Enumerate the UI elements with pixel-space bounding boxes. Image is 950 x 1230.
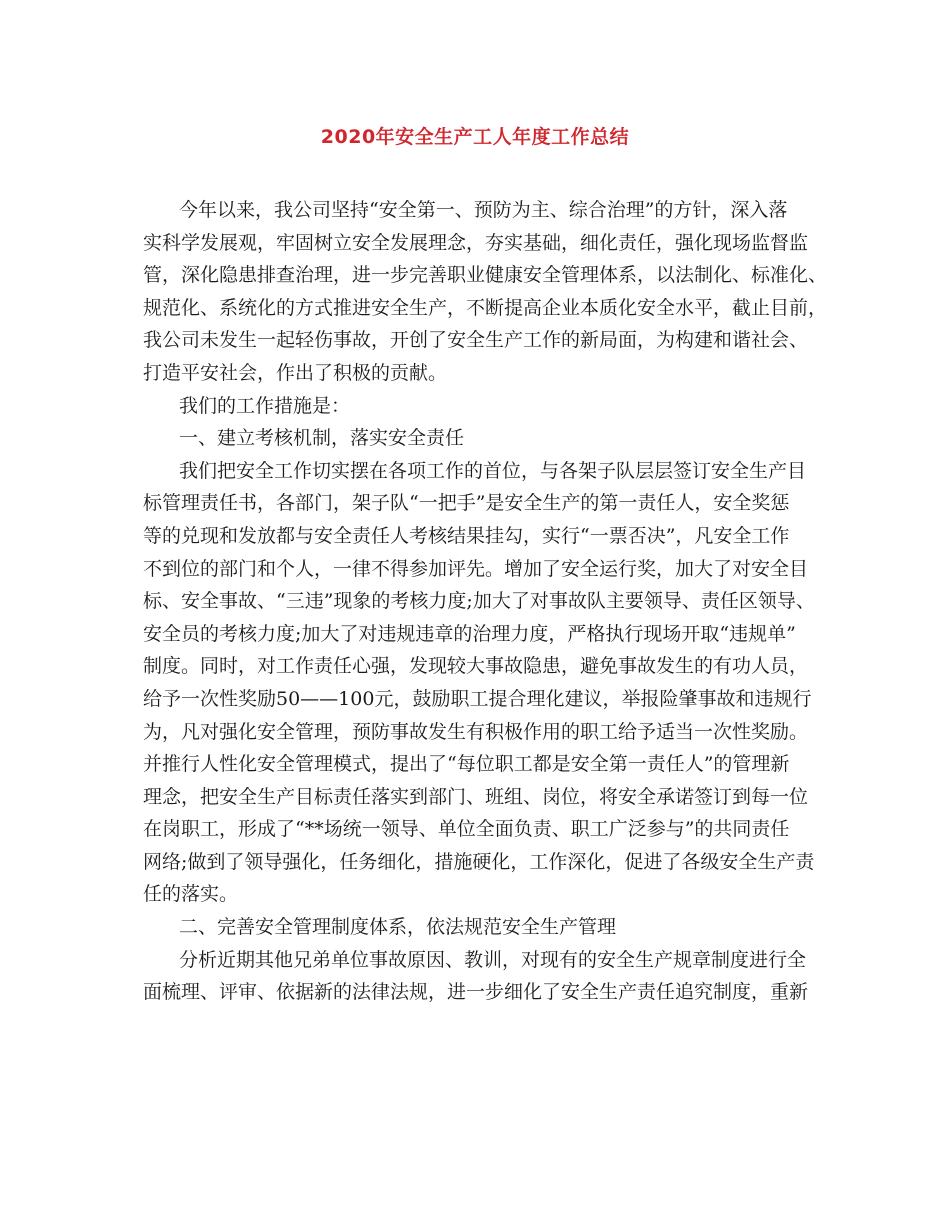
text-line: 制度。同时，对工作责任心强，发现较大事故隐患，避免事故发生的有功人员， [143,655,809,678]
text-line: 实科学发展观，牢固树立安全发展理念，夯实基础，细化责任，强化现场监督监 [143,231,809,254]
text-line: 规范化、系统化的方式推进安全生产，不断提高企业本质化安全水平，截止目前， [143,296,828,319]
text-line: 任的落实。 [143,883,239,906]
text-line: 不到位的部门和个人，一律不得参加评先。增加了安全运行奖，加大了对安全目 [143,557,809,580]
text-line: 为，凡对强化安全管理，预防事故发生有积极作用的职工给予适当一次性奖励。 [143,720,809,743]
text-line: 并推行人性化安全管理模式，提出了“每位职工都是安全第一责任人”的管理新 [143,753,790,776]
text-line: 分析近期其他兄弟单位事故原因、教训，对现有的安全生产规章制度进行全 [179,948,807,971]
text-line: 面梳理、评审、依据新的法律法规，进一步细化了安全生产责任追究制度，重新 [143,981,809,1004]
text-line: 我们把安全工作切实摆在各项工作的首位，与各架子队层层签订安全生产目 [179,459,807,482]
text-line: 等的兑现和发放都与安全责任人考核结果挂勾，实行“一票否决”，凡安全工作 [143,524,790,547]
text-line: 我们的工作措施是： [179,394,351,417]
text-line: 二、完善安全管理制度体系，依法规范安全生产管理 [179,916,617,939]
text-line: 今年以来，我公司坚持“安全第一、预防为主、综合治理”的方针，深入落 [179,199,788,221]
text-line: 标管理责任书，各部门，架子队“一把手”是安全生产的第一责任人，安全奖惩 [143,492,790,515]
text-line: 在岗职工，形成了“**场统一领导、单位全面负责、职工广泛参与”的共同责任 [143,818,790,841]
text-line: 给予一次性奖励50——100元，鼓励职工提合理化建议，举报险肇事故和违规行 [143,687,812,710]
text-line: 一、建立考核机制，落实安全责任 [179,427,465,450]
text-line: 打造平安社会，作出了积极的贡献。 [143,361,448,384]
text-line: 管，深化隐患排查治理，进一步完善职业健康安全管理体系，以法制化、标准化、 [143,264,828,287]
text-line: 我公司未发生一起轻伤事故，开创了安全生产工作的新局面，为构建和谐社会、 [143,329,809,352]
document-title: 2020年安全生产工人年度工作总结 [320,126,630,148]
text-line: 安全员的考核力度;加大了对违规违章的治理力度，严格执行现场开取“违规单” [143,622,796,645]
text-line: 网络;做到了领导强化，任务细化，措施硬化，工作深化，促进了各级安全生产责 [143,850,815,873]
document-body [143,194,828,1009]
text-line: 标、安全事故、“三违”现象的考核力度;加大了对事故队主要领导、责任区领导、 [143,590,815,613]
text-line: 理念，把安全生产目标责任落实到部门、班组、岗位，将安全承诺签订到每一位 [143,785,809,808]
